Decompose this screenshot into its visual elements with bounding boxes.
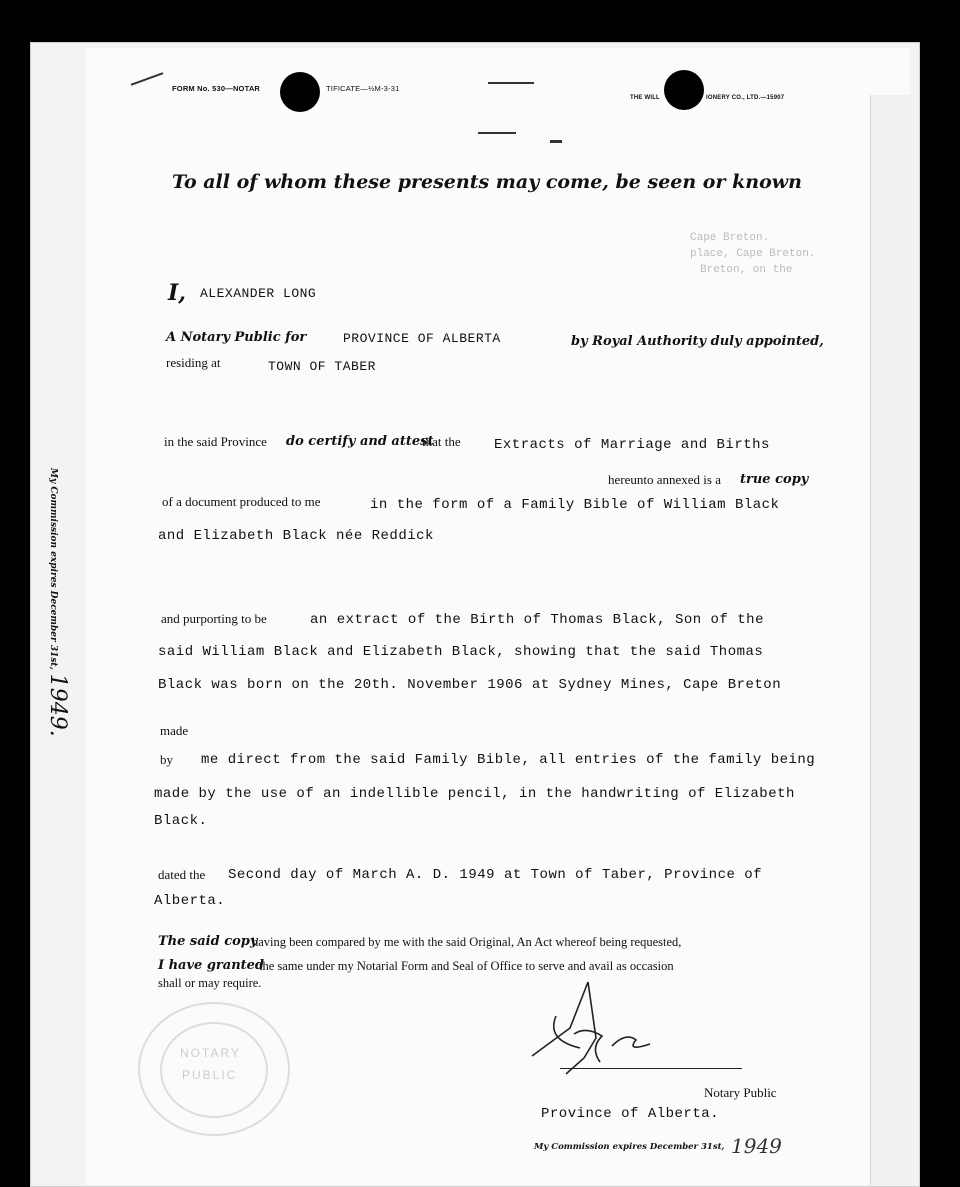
bleed-through-text: place, Cape Breton. [690, 248, 816, 260]
closing-line-2: the same under my Notarial Form and Seal of Office to serve and avail as occasion [259, 959, 674, 973]
province-lead: in the said Province [164, 434, 267, 449]
notary-public-title: Notary Public [704, 1085, 777, 1100]
signature-province: Province of Alberta. [541, 1106, 720, 1122]
margin-commission-stamp [45, 468, 70, 737]
staple-mark [550, 140, 562, 143]
notary-residence: TOWN OF TABER [268, 359, 376, 374]
intro-mark: I, [168, 280, 186, 306]
printer-name: THE WILL [630, 95, 660, 101]
commission-stamp: My Commission expires December 31st, [534, 1142, 725, 1152]
page-title: To all of whom these presents may come, be seen or known [172, 171, 802, 193]
closing-line-1: having been compared by me with the said Original, An Act whereof being requested, [252, 935, 682, 949]
produced-label: of a document produced to me [162, 494, 321, 509]
made-line-2: made by the use of an indellible pencil, in the handwriting of Elizabeth [154, 786, 795, 802]
punch-hole-left [280, 72, 320, 112]
notary-seal [138, 1002, 290, 1136]
margin-commission-text: My Commission expires December 31st, [48, 468, 58, 670]
printer-name-suffix: IONERY CO., LTD.—15907 [706, 95, 785, 101]
that-the-label: that the [422, 434, 461, 449]
true-copy-label: true copy [740, 472, 809, 487]
signature-line [560, 1068, 742, 1069]
underlying-sheet-edge [870, 95, 911, 1185]
margin-commission-year: 1949. [45, 673, 70, 737]
purport-line-2: said William Black and Elizabeth Black, showing that the said Thomas [158, 644, 764, 660]
royal-authority-label: by Royal Authority duly appointed, [571, 334, 824, 349]
produced-line-1: in the form of a Family Bible of William Black [370, 497, 780, 513]
bleed-through-text: Breton, on the [700, 264, 793, 276]
commission-year: 1949 [731, 1134, 782, 1158]
staple-mark [488, 82, 534, 84]
annexed-label: hereunto annexed is a [608, 472, 721, 487]
closing-line-3: shall or may require. [158, 976, 262, 990]
document-title: Extracts of Marriage and Births [494, 437, 770, 453]
notary-seal-top-text: NOTARY [180, 1046, 241, 1060]
bleed-through-text: Cape Breton. [690, 232, 770, 244]
made-line-3: Black. [154, 813, 208, 829]
produced-line-2: and Elizabeth Black née Reddick [158, 528, 434, 544]
notary-seal-bottom-text: PUBLIC [182, 1068, 238, 1082]
residing-label: residing at [166, 355, 221, 370]
purport-line-1: an extract of the Birth of Thomas Black, Son of the [310, 612, 764, 628]
made-label: made [160, 723, 189, 738]
staple-mark [478, 132, 516, 134]
dated-line-2: Alberta. [154, 893, 226, 909]
by-label: by [160, 752, 173, 767]
purport-label: and purporting to be [161, 611, 267, 626]
form-number-suffix: TIFICATE—½M-3-31 [326, 84, 400, 93]
granted-label: I have granted [158, 958, 265, 973]
notary-public-label: A Notary Public for [166, 330, 307, 345]
notary-province: PROVINCE OF ALBERTA [343, 331, 501, 346]
purport-line-3: Black was born on the 20th. November 1906 at Sydney Mines, Cape Breton [158, 677, 782, 693]
form-number: FORM No. 530—NOTAR [172, 84, 261, 93]
notary-signature [526, 978, 666, 1082]
dated-line-1: Second day of March A. D. 1949 at Town of Taber, Province of [228, 867, 763, 883]
notary-name: ALEXANDER LONG [200, 286, 317, 301]
certify-phrase: do certify and attest [286, 434, 434, 449]
punch-hole-right [664, 70, 704, 110]
said-copy-label: The said copy [158, 934, 258, 949]
dated-label: dated the [158, 867, 206, 882]
made-line-1: me direct from the said Family Bible, all entries of the family being [201, 752, 816, 768]
